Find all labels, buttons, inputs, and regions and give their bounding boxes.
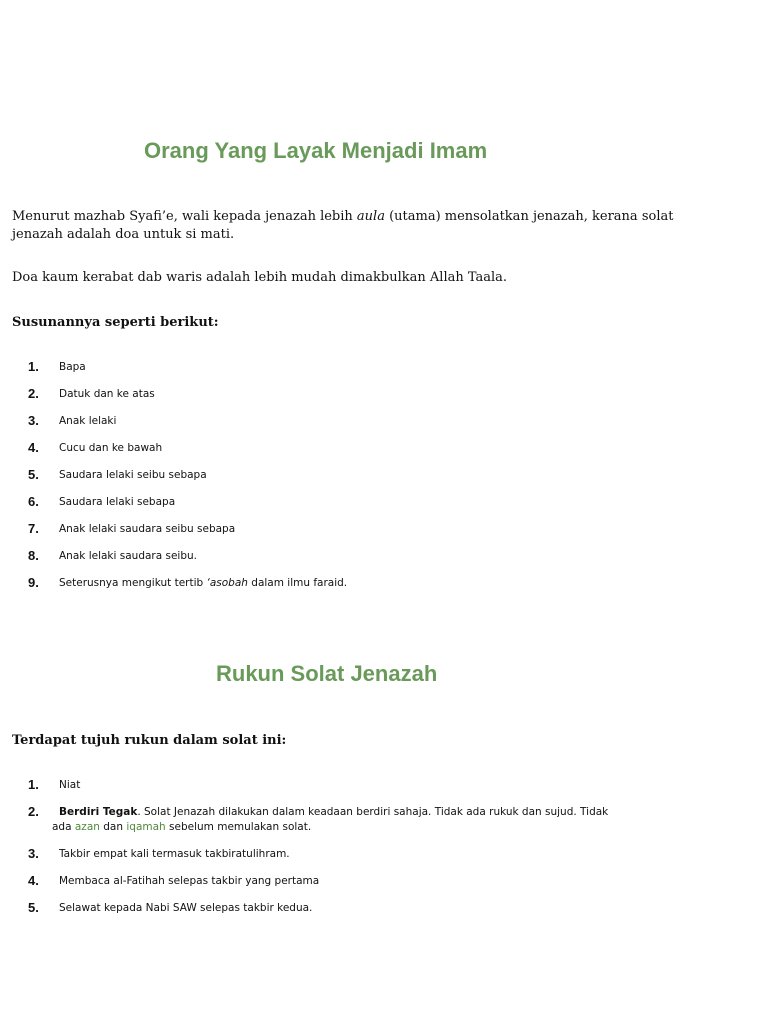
list-number: 6. [28, 494, 39, 509]
list-number: 3. [28, 846, 39, 861]
section-title-imam: Orang Yang Layak Menjadi Imam [144, 138, 488, 163]
list-item-continuation [52, 821, 311, 833]
list-item: Niat [59, 779, 81, 791]
list-item-text: Seterusnya mengikut tertib [59, 577, 207, 589]
list-item: Anak lelaki [59, 415, 117, 427]
list-item [59, 577, 347, 589]
list-number: 4. [28, 873, 39, 888]
list-number: 7. [28, 521, 39, 536]
list-number: 1. [28, 777, 39, 792]
list-number: 5. [28, 467, 39, 482]
list-item-bold: Berdiri Tegak [59, 806, 138, 818]
list-item: Saudara lelaki seibu sebapa [59, 469, 207, 481]
list-item: Selawat kepada Nabi SAW selepas takbir kedua. [59, 902, 313, 914]
list-number: 4. [28, 440, 39, 455]
list-intro-rukun: Terdapat tujuh rukun dalam solat ini: [12, 733, 287, 748]
term-iqamah: iqamah [126, 821, 166, 833]
list-number: 3. [28, 413, 39, 428]
list-item-text: . Solat Jenazah dilakukan dalam keadaan berdiri sahaja. Tidak ada rukuk dan sujud. Tidak [137, 806, 609, 818]
paragraph-text: Menurut mazhab Syafi’e, wali kepada jenazah lebih [12, 209, 357, 224]
section-title-rukun: Rukun Solat Jenazah [216, 661, 438, 686]
paragraph-doa: Doa kaum kerabat dab waris adalah lebih mudah dimakbulkan Allah Taala. [12, 270, 508, 285]
list-number: 2. [28, 386, 39, 401]
list-item: Cucu dan ke bawah [59, 442, 163, 454]
list-item-text: dan [99, 821, 127, 833]
list-item: Anak lelaki saudara seibu. [59, 550, 198, 562]
paragraph-text: jenazah adalah doa untuk si mati. [12, 227, 235, 242]
list-number: 8. [28, 548, 39, 563]
list-number: 2. [28, 804, 39, 819]
term-azan: azan [74, 821, 100, 833]
list-item: Takbir empat kali termasuk takbiratulihram. [59, 848, 290, 860]
list-number: 1. [28, 359, 39, 374]
list-intro-susunan: Susunannya seperti berikut: [12, 315, 219, 330]
list-item-emphasis: ‘asobah [206, 577, 248, 589]
list-item [59, 806, 608, 818]
list-item: Datuk dan ke atas [59, 388, 155, 400]
paragraph-text: (utama) mensolatkan jenazah, kerana solat [384, 209, 674, 224]
list-item: Anak lelaki saudara seibu sebapa [59, 523, 236, 535]
list-item: Membaca al-Fatihah selepas takbir yang pertama [59, 875, 320, 887]
paragraph-emphasis: aula [356, 209, 385, 224]
list-item-text: ada [52, 821, 75, 833]
list-number: 9. [28, 575, 39, 590]
list-item: Bapa [59, 361, 86, 373]
list-item: Saudara lelaki sebapa [59, 496, 176, 508]
paragraph-intro [12, 208, 673, 244]
list-item-text: dalam ilmu faraid. [247, 577, 348, 589]
list-number: 5. [28, 900, 39, 915]
list-item-text: sebelum memulakan solat. [165, 821, 312, 833]
